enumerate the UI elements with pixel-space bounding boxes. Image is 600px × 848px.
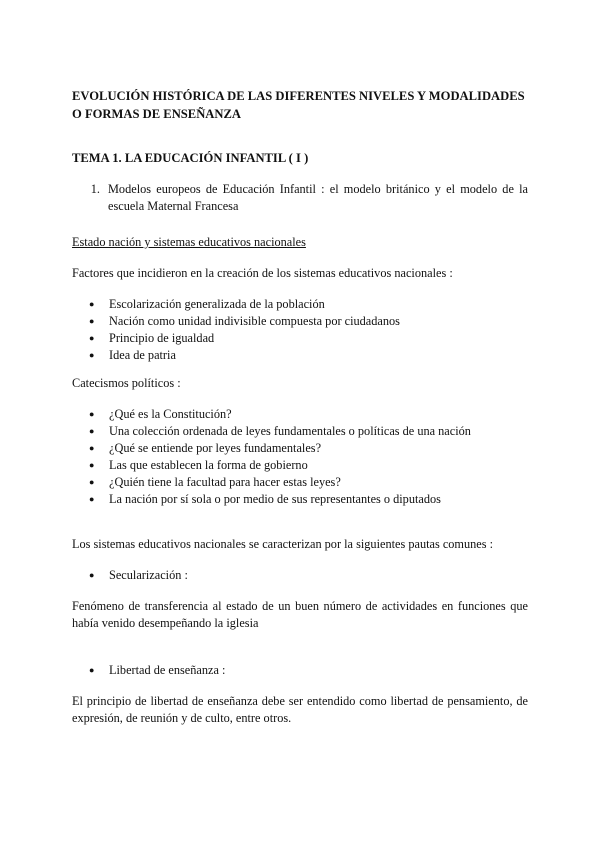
item-text: Modelos europeos de Educación Infantil : el modelo británico y el modelo de la escuela Maternal Francesa	[108, 182, 528, 213]
section-heading: Estado nación y sistemas educativos nacionales	[72, 235, 306, 249]
bullet-icon: ●	[89, 426, 95, 436]
document-title: EVOLUCIÓN HISTÓRICA DE LAS DIFERENTES NIVELES Y MODALIDADES O FORMAS DE ENSEÑANZA	[72, 89, 525, 121]
catecismos-intro: Catecismos políticos :	[72, 376, 181, 390]
pauta-2-list	[72, 662, 528, 679]
list-item: ● Escolarización generalizada de la población	[89, 297, 325, 311]
bullet-icon: ●	[89, 316, 95, 326]
list-item: ● La nación por sí sola o por medio de sus representantes o diputados	[89, 492, 441, 506]
pautas-intro: Los sistemas educativos nacionales se caracterizan por la siguientes pautas comunes :	[72, 537, 494, 551]
factores-list	[72, 296, 528, 364]
tema-heading: TEMA 1. LA EDUCACIÓN INFANTIL ( I )	[72, 151, 309, 165]
catecismos-list	[72, 406, 528, 508]
bullet-icon: ●	[89, 350, 95, 360]
bullet-icon: ●	[89, 460, 95, 470]
list-item: ● Idea de patria	[89, 348, 176, 362]
bullet-icon: ●	[89, 409, 95, 419]
list-item: ● Principio de igualdad	[89, 331, 215, 345]
list-item: ● ¿Qué es la Constitución?	[89, 407, 232, 421]
bullet-icon: ●	[89, 477, 95, 487]
list-item: ● ¿Qué se entiende por leyes fundamentales?	[89, 441, 322, 455]
numbered-item	[72, 181, 528, 215]
item-number: 1.	[90, 182, 100, 196]
list-item: ● ¿Quién tiene la facultad para hacer estas leyes?	[89, 475, 341, 489]
list-item: ● Secularización :	[89, 568, 188, 582]
bullet-icon: ●	[89, 570, 95, 580]
list-item: ● Nación como unidad indivisible compuesta por ciudadanos	[89, 314, 400, 328]
bullet-icon: ●	[89, 665, 95, 675]
bullet-icon: ●	[89, 443, 95, 453]
pauta-2-description: El principio de libertad de enseñanza debe ser entendido como libertad de pensamiento, de expresión, de reunión y de culto, entre otros.	[72, 694, 528, 725]
list-item: ● Las que establecen la forma de gobierno	[89, 458, 308, 472]
pauta-1-list	[72, 567, 528, 584]
bullet-icon: ●	[89, 494, 95, 504]
list-item: ● Una colección ordenada de leyes fundamentales o políticas de una nación	[89, 424, 471, 438]
pauta-1-description: Fenómeno de transferencia al estado de un buen número de actividades en funciones que había venido desempeñando la iglesia	[72, 599, 528, 630]
bullet-icon: ●	[89, 299, 95, 309]
list-item: ● Libertad de enseñanza :	[89, 663, 226, 677]
factores-intro: Factores que incidieron en la creación de los sistemas educativos nacionales :	[72, 266, 453, 280]
bullet-icon: ●	[89, 333, 95, 343]
